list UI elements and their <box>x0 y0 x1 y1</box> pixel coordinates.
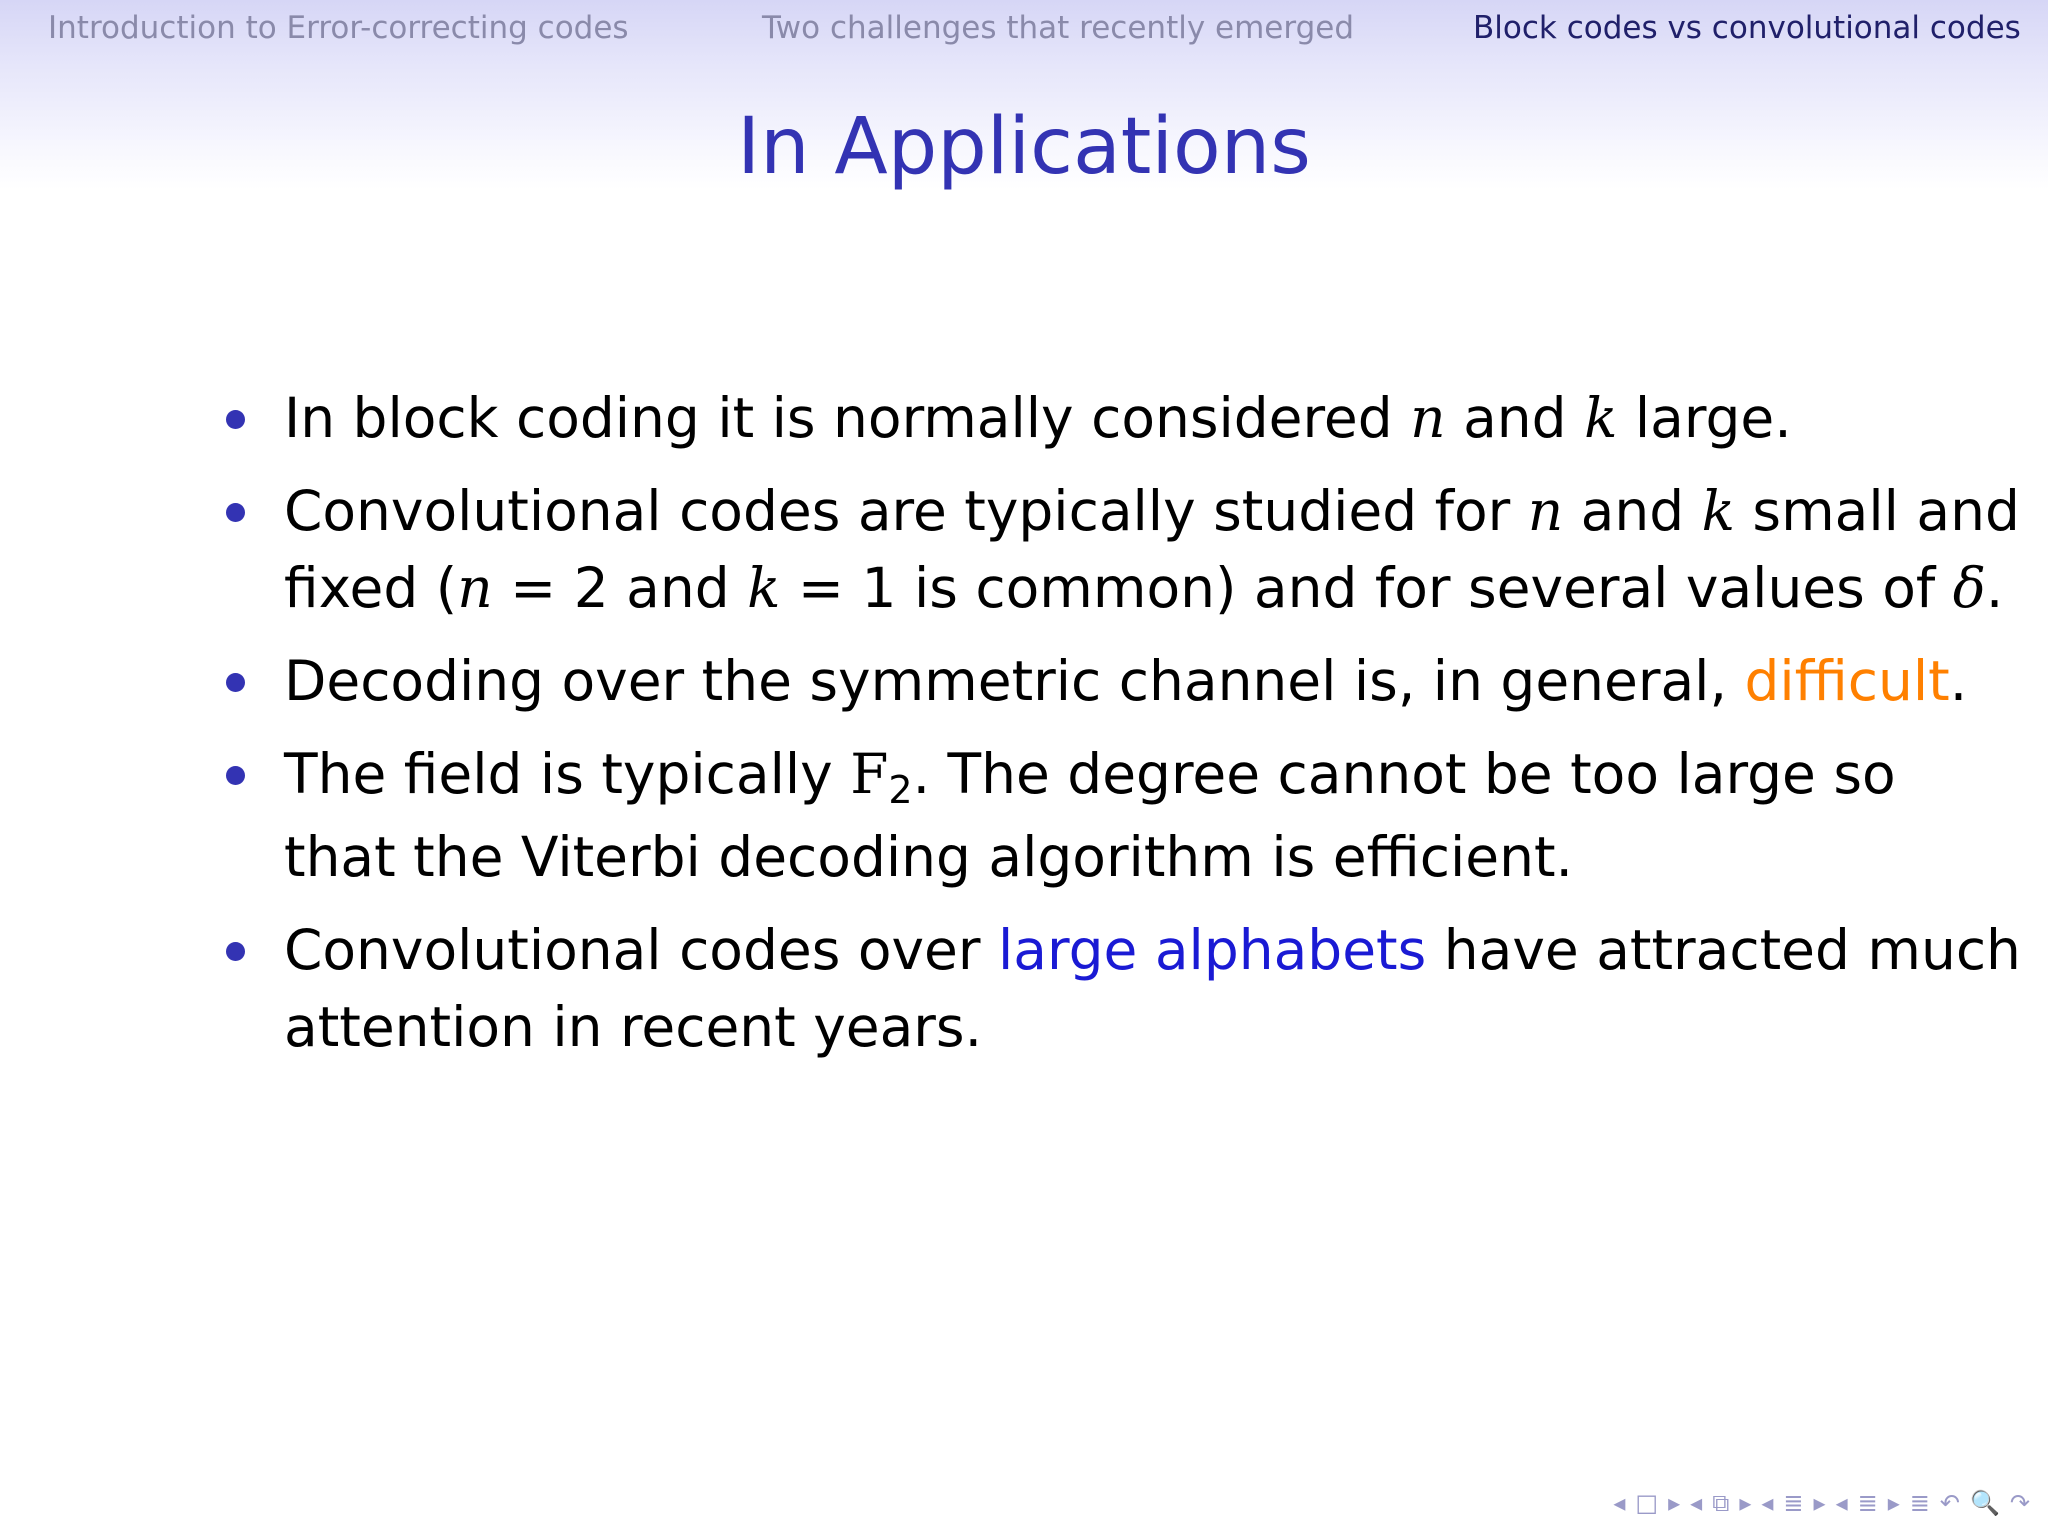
highlight-large-alphabets: large alphabets <box>997 918 1427 982</box>
bullet-dot <box>226 942 245 961</box>
appendix-icon[interactable]: ≣ <box>1909 1489 1930 1517</box>
bullet-line: fixed (n = 2 and k = 1 is common) and for several values of δ. <box>284 556 2004 620</box>
field-subscript: 2 <box>888 768 913 812</box>
bullet-dot <box>226 410 245 429</box>
search-icon[interactable]: 🔍 <box>1970 1489 2000 1517</box>
document-icon[interactable]: ≣ <box>1857 1489 1878 1517</box>
slide-title: In Applications <box>737 102 1311 192</box>
nav-section-intro[interactable]: Introduction to Error-correcting codes <box>48 10 629 46</box>
subsection-icon[interactable]: ⧉ <box>1712 1489 1730 1517</box>
bullet-dot <box>226 673 245 692</box>
bullet-line: attention in recent years. <box>284 995 983 1059</box>
bullet-dot <box>226 503 245 522</box>
section-icon[interactable]: ≣ <box>1783 1489 1804 1517</box>
bullet-item <box>222 380 1922 457</box>
field-symbol: F <box>850 742 889 806</box>
bullet-line: In block coding it is normally considered n and k large. <box>284 386 1792 450</box>
bullet-item <box>222 643 1968 720</box>
prev-section-icon[interactable]: ◂ <box>1761 1489 1774 1517</box>
beamer-navigation-controls <box>1613 1488 2030 1518</box>
bullet-list <box>222 380 2021 1082</box>
prev-frame-icon[interactable]: ◂ <box>1613 1489 1626 1517</box>
bullet-item <box>222 912 2021 1066</box>
bullet-dot <box>226 766 245 785</box>
nav-section-block-vs-conv[interactable]: Block codes vs convolutional codes <box>1473 10 2021 46</box>
bullet-line: Convolutional codes over large alphabets have attracted much <box>284 918 2021 982</box>
bullet-item <box>222 473 2020 627</box>
bullet-line: Decoding over the symmetric channel is, in general, difficult. <box>284 649 1968 713</box>
prev-subsection-icon[interactable]: ◂ <box>1690 1489 1703 1517</box>
forward-icon[interactable]: ↷ <box>2009 1489 2030 1517</box>
section-navigation <box>0 10 2048 50</box>
bullet-line: Convolutional codes are typically studied for n and k small and <box>284 479 2020 543</box>
prev-document-icon[interactable]: ◂ <box>1835 1489 1848 1517</box>
next-document-icon[interactable]: ▸ <box>1887 1489 1900 1517</box>
next-subsection-icon[interactable]: ▸ <box>1739 1489 1752 1517</box>
next-section-icon[interactable]: ▸ <box>1813 1489 1826 1517</box>
header-bar <box>0 0 2048 190</box>
next-frame-icon[interactable]: ▸ <box>1668 1489 1681 1517</box>
nav-section-challenges[interactable]: Two challenges that recently emerged <box>762 10 1355 46</box>
bullet-line: that the Viterbi decoding algorithm is efficient. <box>284 825 1574 889</box>
highlight-difficult: difficult <box>1744 649 1950 713</box>
frame-icon[interactable]: □ <box>1635 1489 1659 1517</box>
back-icon[interactable]: ↶ <box>1939 1489 1960 1517</box>
bullet-item <box>222 736 1922 896</box>
bullet-line: The field is typically F2. The degree cannot be too large so <box>284 742 1896 812</box>
